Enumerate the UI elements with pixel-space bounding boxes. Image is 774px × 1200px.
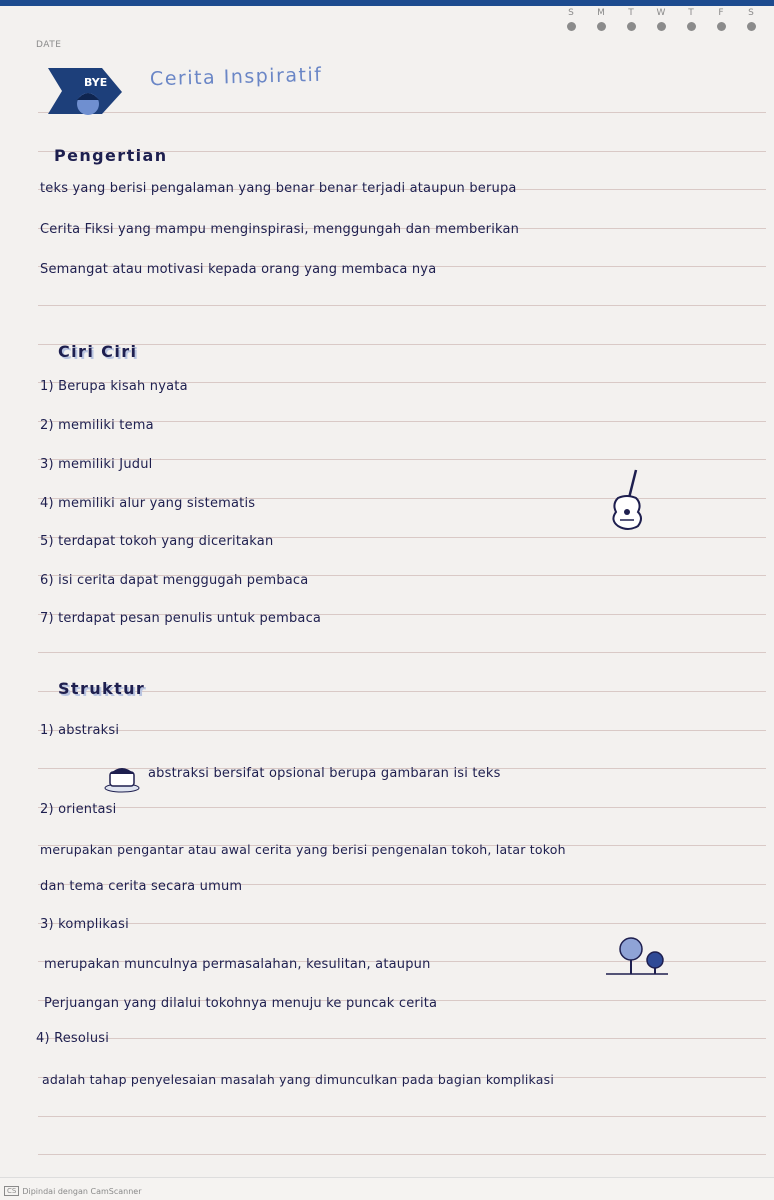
- weekday-letter: F: [718, 8, 724, 18]
- cake-icon: [102, 758, 142, 794]
- weekday: [682, 8, 700, 31]
- text-line: abstraksi bersifat opsional berupa gambaran isi teks: [148, 766, 501, 781]
- weekday-letter: S: [748, 8, 754, 18]
- guitar-icon: [608, 468, 648, 532]
- weekday-dot: [597, 22, 606, 31]
- notebook-page: [0, 6, 774, 1200]
- section-heading-pengertian: Pengertian: [54, 146, 168, 165]
- text-line: Semangat atau motivasi kepada orang yang membaca nya: [40, 262, 437, 277]
- rule-line: [38, 112, 766, 113]
- weekday: [652, 8, 670, 31]
- rule-line: [38, 691, 766, 692]
- rule-line: [38, 1154, 766, 1155]
- weekday-dot: [567, 22, 576, 31]
- subheading-orientasi: 2) orientasi: [40, 802, 117, 817]
- text-line: teks yang berisi pengalaman yang benar benar terjadi ataupun berupa: [40, 181, 517, 196]
- rule-line: [38, 807, 766, 808]
- text-line: merupakan munculnya permasalahan, kesulitan, ataupun: [44, 957, 431, 972]
- weekday-letter: M: [597, 8, 605, 18]
- list-item: 4) memiliki alur yang sistematis: [40, 496, 256, 511]
- date-label: DATE: [36, 40, 62, 50]
- weekday-dot: [717, 22, 726, 31]
- weekday-dot: [657, 22, 666, 31]
- text-line: Cerita Fiksi yang mampu menginspirasi, menggungah dan memberikan: [40, 222, 520, 237]
- rule-line: [38, 730, 766, 731]
- section-heading-ciri: Ciri Ciri: [58, 342, 138, 361]
- weekday-letter: T: [628, 8, 634, 18]
- scanner-watermark: [4, 1186, 142, 1196]
- weekday-letter: T: [688, 8, 694, 18]
- weekday-letter: W: [656, 8, 666, 18]
- rule-line: [38, 344, 766, 345]
- weekday-row: [562, 8, 760, 31]
- list-item: 3) memiliki Judul: [40, 457, 153, 472]
- list-item: 1) Berupa kisah nyata: [40, 379, 188, 394]
- weekday-dot: [687, 22, 696, 31]
- subheading-abstraksi: 1) abstraksi: [40, 723, 120, 738]
- weekday: [712, 8, 730, 31]
- scanner-text: Dipindai dengan CamScanner: [22, 1186, 142, 1196]
- list-item: 7) terdapat pesan penulis untuk pembaca: [40, 611, 322, 626]
- list-item: 5) terdapat tokoh yang diceritakan: [40, 534, 274, 549]
- rule-line: [38, 1116, 766, 1117]
- weekday: [562, 8, 580, 31]
- subheading-resolusi: 4) Resolusi: [36, 1031, 110, 1046]
- weekday: [742, 8, 760, 31]
- weekday-dot: [627, 22, 636, 31]
- camscanner-icon: CS: [4, 1186, 19, 1196]
- list-item: 6) isi cerita dapat menggugah pembaca: [40, 573, 309, 588]
- list-item: 2) memiliki tema: [40, 418, 154, 433]
- text-line: dan tema cerita secara umum: [40, 879, 243, 894]
- subheading-komplikasi: 3) komplikasi: [40, 917, 129, 932]
- sticker-text: BYE: [84, 76, 108, 89]
- text-line: Perjuangan yang dilalui tokohnya menuju ke puncak cerita: [44, 996, 438, 1011]
- text-line: merupakan pengantar atau awal cerita yang berisi pengenalan tokoh, latar tokoh: [40, 842, 566, 857]
- trees-icon: [604, 936, 672, 980]
- rule-line: [38, 923, 766, 924]
- page-title: Cerita Inspiratif: [149, 63, 323, 91]
- rule-line: [38, 1038, 766, 1039]
- weekday-letter: S: [568, 8, 574, 18]
- weekday: [622, 8, 640, 31]
- text-line: adalah tahap penyelesaian masalah yang dimunculkan pada bagian komplikasi: [42, 1072, 555, 1087]
- section-heading-struktur: Struktur: [58, 679, 146, 698]
- rule-line: [38, 652, 766, 653]
- weekday-dot: [747, 22, 756, 31]
- weekday: [592, 8, 610, 31]
- rule-line: [38, 305, 766, 306]
- bye-sticker-icon: [44, 64, 126, 120]
